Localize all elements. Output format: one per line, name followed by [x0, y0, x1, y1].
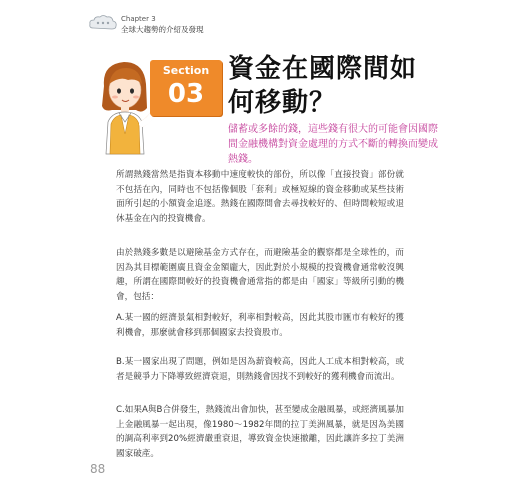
- section-title: 資金在國際間如何移動？: [228, 54, 418, 118]
- list-item-c: C.如果A與B合併發生，熱錢流出會加快，甚至變成金融風暴，或經濟風暴加上金融風暴一起出現，像1980～1982年間的拉丁美洲風暴，就是因為美國的調高利率到20%經濟嚴重衰退，導致資金快速撤離，因此讓許多拉丁美洲國家破產。: [116, 405, 404, 459]
- chapter-label: Chapter 3: [121, 15, 156, 23]
- list-item-a: A.某一國的經濟景氣相對較好，利率相對較高，因此其股市匯市有較好的獲利機會，那麼就會移到那個國家去投資股市。: [116, 313, 404, 338]
- list-item-b: B.某一國家出現了問題，例如是因為薪資較高，因此人工成本相對較高，或者是競爭力下降導致經濟衰退，則熱錢會因找不到較好的獲利機會而流出。: [116, 357, 404, 382]
- cloud-icon: [88, 14, 118, 32]
- section-number: 03: [167, 79, 205, 109]
- section-subtitle: 儲蓄或多餘的錢，這些錢有很大的可能會因國際間金融機構對資金處理的方式不斷的轉換而變成熱錢。: [228, 124, 438, 165]
- section-label: Section: [162, 64, 210, 77]
- page-number: 88: [90, 462, 106, 476]
- body-paragraph: 所謂熱錢當然是指資本移動中速度較快的部份，所以像「直接投資」部份就不包括在內，同時也不包括像個股「套利」或極短線的資金移動或某些技術面所引起的小額資金追逐。熱錢在國際間會去尋找較好的、但時間較短或退休基金在內的投資機會。: [116, 170, 404, 224]
- chapter-header: [88, 14, 238, 36]
- chapter-title: 全球大趨勢的介紹及發現: [121, 25, 204, 34]
- section-badge: [150, 60, 222, 116]
- body-paragraph: 由於熱錢多數是以避險基金方式存在，而避險基金的觀察都是全球性的，而因為其目標範圍廣且資金金額龐大，因此對於小規模的投資機會通常較沒興趣，所謂在國際間較好的投資機會通常指的都是由「國家」等級所引動的機會，包括：: [116, 248, 404, 302]
